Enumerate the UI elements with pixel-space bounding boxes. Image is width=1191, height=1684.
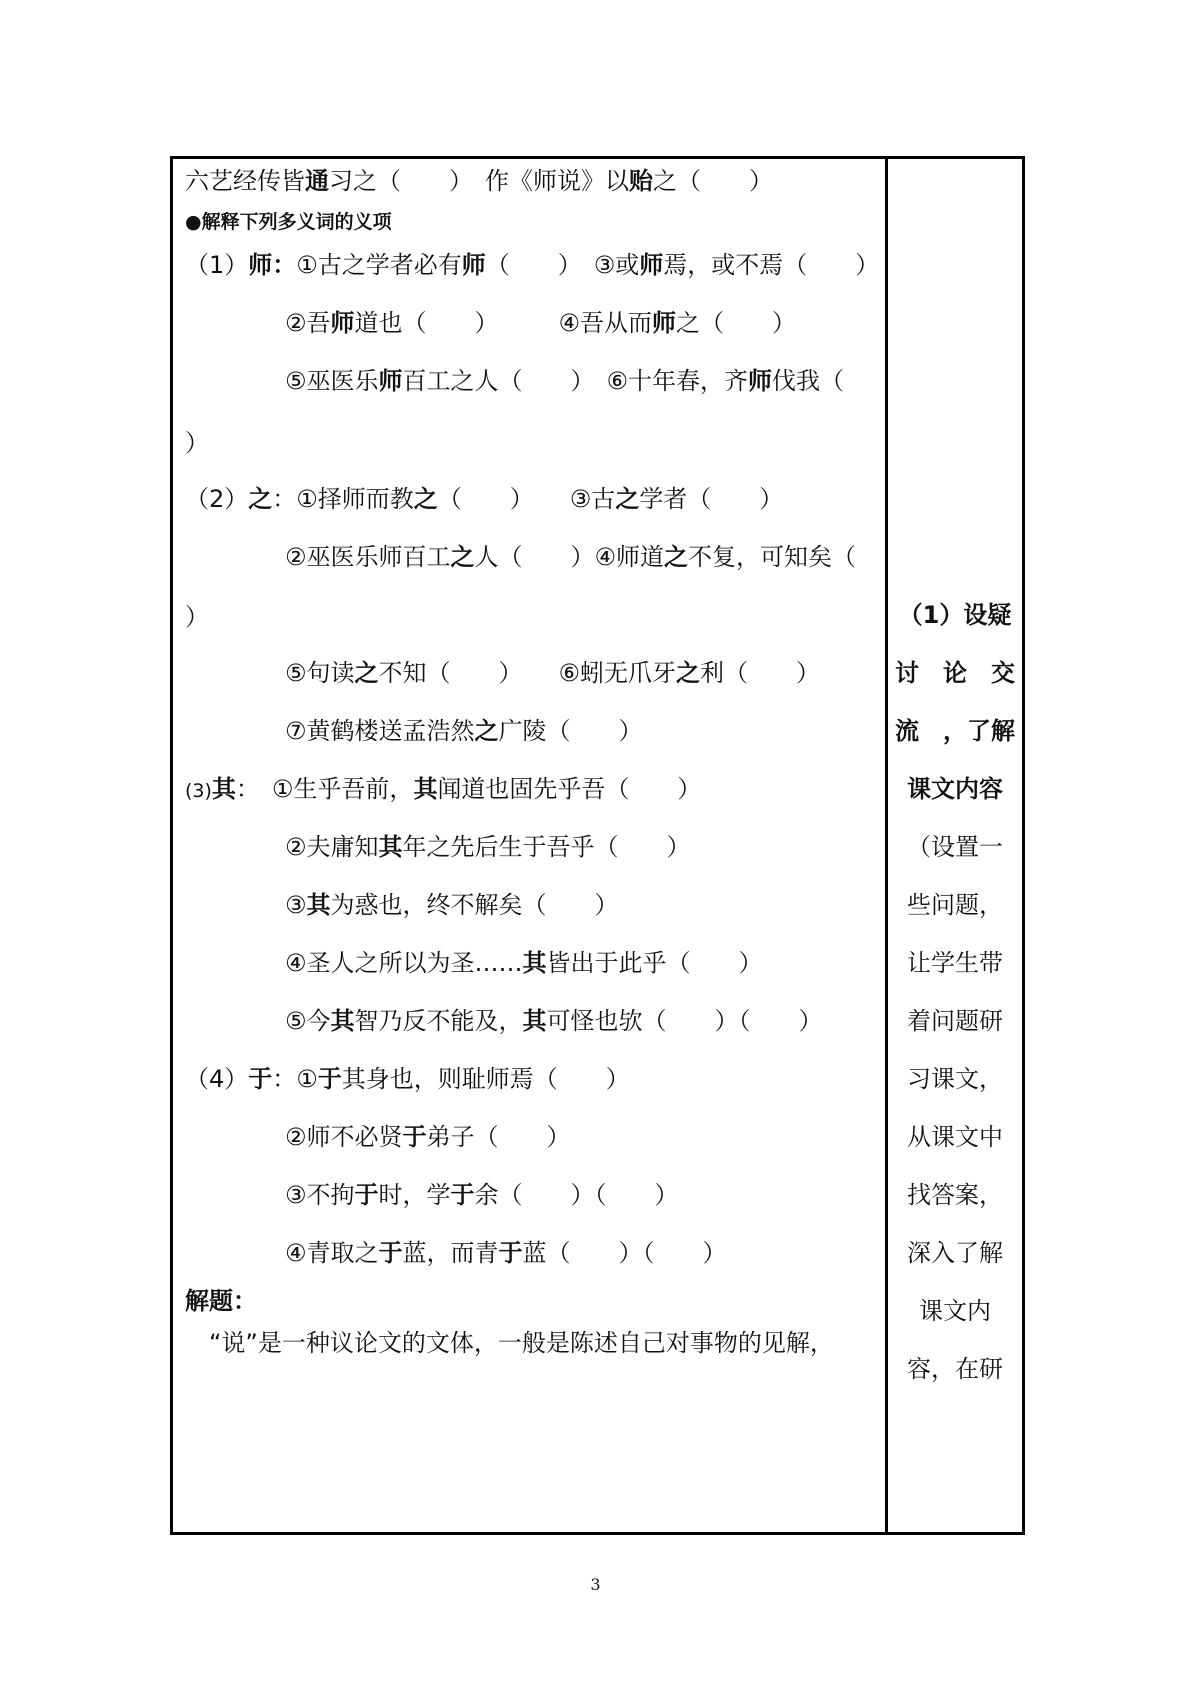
text-run: 弟子（ ） [426,1123,571,1151]
keyword: 之 [450,543,475,571]
text-run: ①古之学者必有 [296,251,462,279]
note-line: 让学生带 [907,949,1003,977]
keyword: 于 [248,1065,273,1093]
text-run: 蓝（ ）（ ） [522,1239,727,1267]
text-line [285,1009,823,1033]
text-line [185,777,701,801]
text-run: (3) [185,780,212,802]
text-line [185,1331,834,1355]
text-run: ⑤巫医乐 [285,367,379,395]
text-run: 之（ ） [653,167,773,195]
text-run: （4） [185,1065,249,1093]
keyword: 其 [306,891,331,919]
text-run: ：① [272,1065,318,1093]
text-line [285,311,796,335]
text-run: ： ①生乎吾前， [235,775,414,803]
keyword: 于 [498,1239,523,1267]
keyword: 于 [378,1239,403,1267]
text-line [285,369,844,393]
text-line [285,1241,727,1265]
text-run: 不知（ ） ⑥蚓无爪牙 [378,659,677,687]
text-run: ：①择师而教 [272,485,414,513]
text-run: 学者（ ） [639,485,784,513]
note-line: 容，在研 [907,1355,1003,1383]
text-line [285,1125,571,1149]
text-run: 广陵（ ） [498,717,643,745]
text-run: 不复，可知矣（ [688,543,857,571]
text-run: ⑤句读 [285,659,355,687]
text-line [185,253,879,277]
text-run: （2） [185,485,249,513]
keyword: ●解释下列多义词的义项 [185,211,392,233]
keyword: 其 [211,775,236,803]
keyword: 之 [248,485,273,513]
keyword: 师 [461,251,486,279]
keyword: 通 [305,167,329,195]
note-line: 些问题， [907,891,1003,919]
keyword: 解题： [185,1287,257,1315]
text-run: 其身也，则耻师焉（ ） [341,1065,630,1093]
text-run: 六艺经传皆 [185,167,305,195]
text-run: ⑦黄鹤楼送孟浩然 [285,717,475,745]
text-line [185,431,209,455]
keyword: 之 [413,485,438,513]
text-run: ） [185,429,209,457]
keyword: 于 [354,1181,379,1209]
note-line: （设置一 [907,833,1003,861]
text-run: （ ） ③古 [437,485,616,513]
text-line [285,545,856,569]
text-run: 百工之人（ ） ⑥十年春，齐 [402,367,749,395]
teaching-notes-column [888,159,1022,1532]
note-line: （1）设疑 [898,601,1012,629]
text-line [185,1289,257,1313]
note-line: 着问题研 [907,1007,1003,1035]
text-run: 习之（ ） 作《师说》以 [329,167,629,195]
keyword: 于 [317,1065,342,1093]
keyword: 师 [652,309,677,337]
text-run: ④青取之 [285,1239,379,1267]
text-run: 闻道也固先乎吾（ ） [437,775,702,803]
text-run: 为惑也，终不解矣（ ） [330,891,619,919]
keyword: 师 [330,309,355,337]
text-run: 利（ ） [700,659,821,687]
text-line [185,487,783,511]
keyword: 其 [413,775,438,803]
text-run: ②巫医乐师百工 [285,543,451,571]
note-line: 深入了解 [907,1239,1003,1267]
page-number: 3 [590,1575,601,1594]
text-run: 焉，或不焉（ ） [663,251,880,279]
keyword: 其 [522,949,547,977]
text-run: ⑤今 [285,1007,331,1035]
text-run: ②师不必贤 [285,1123,403,1151]
text-run: 蓝，而青 [402,1239,499,1267]
note-line: 习课文， [907,1065,1003,1093]
keyword: 其 [522,1007,547,1035]
text-run: ） [185,603,209,631]
keyword: 之 [615,485,640,513]
note-line: 从课文中 [907,1123,1003,1151]
note-line: 讨 论 交 [895,659,1015,687]
text-run: （ ） ③或 [485,251,640,279]
text-run: 年之先后生于吾乎（ ） [402,833,691,861]
text-line [185,1067,630,1091]
text-run: 智乃反不能及， [354,1007,523,1035]
text-run: “说”是一种议论文的文体，一般是陈述自己对事物的见解， [185,1329,834,1357]
keyword: 其 [378,833,403,861]
keyword: 贻 [629,167,653,195]
keyword: 师 [378,367,403,395]
text-run: ②夫庸知 [285,833,379,861]
keyword: 师 [639,251,664,279]
keyword: 师： [248,251,297,279]
text-run: ③不拘 [285,1181,355,1209]
text-line [285,893,619,917]
keyword: 于 [450,1181,475,1209]
text-run: 道也（ ） ④吾从而 [354,309,653,337]
text-run: （1） [185,251,249,279]
text-run: 伐我（ [772,367,845,395]
text-run: 皆出于此乎（ ） [546,949,763,977]
note-line: 找答案， [907,1181,1003,1209]
text-run: ③ [285,891,307,919]
text-run: 余（ ）（ ） [474,1181,679,1209]
text-line [285,661,820,685]
text-line [285,951,763,975]
content-table [170,156,1025,1535]
text-run: 之（ ） [676,309,797,337]
keyword: 之 [664,543,689,571]
keyword: 之 [354,659,379,687]
text-run: 时，学 [378,1181,451,1209]
exercise-column [185,159,880,1532]
text-run: ②吾 [285,309,331,337]
text-line [285,835,691,859]
note-line: 流 ，了解 [895,717,1015,745]
keyword: 之 [676,659,701,687]
text-run: 可怪也欤（ ）（ ） [546,1007,823,1035]
note-line: 课文内 [919,1297,991,1325]
keyword: 于 [402,1123,427,1151]
text-run: ④圣人之所以为圣…… [285,949,523,977]
keyword: 师 [748,367,773,395]
text-line [185,605,209,629]
text-line [285,1183,679,1207]
text-line [185,169,773,193]
note-line: 课文内容 [907,775,1003,803]
keyword: 之 [474,717,499,745]
text-line [285,719,643,743]
text-line [185,213,392,232]
text-run: 人（ ）④师道 [474,543,665,571]
keyword: 其 [330,1007,355,1035]
